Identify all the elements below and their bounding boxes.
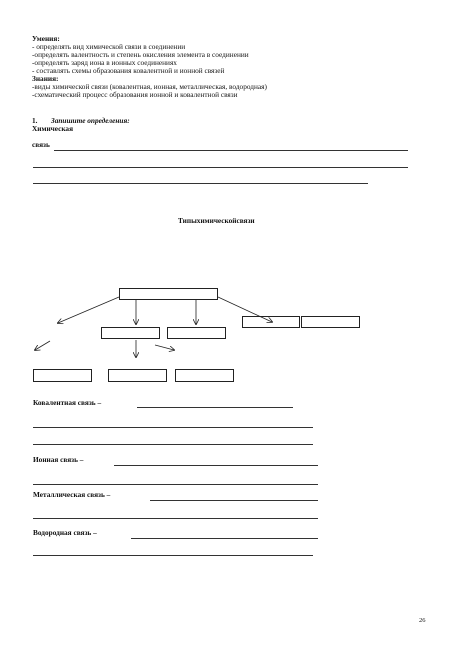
knowledge-item: -виды химической связи (ковалентная, ионная, металлическая, водородная) — [32, 82, 267, 91]
answer-line[interactable] — [114, 465, 318, 466]
term-label: связь — [32, 140, 50, 149]
answer-line[interactable] — [33, 427, 313, 428]
knowledge-item: -схематический процесс образования ионной и ковалентной связи — [32, 90, 238, 99]
answer-line[interactable] — [33, 484, 318, 485]
definition-term: Ионная связь – — [33, 455, 84, 464]
definition-term: Металлическая связь – — [33, 490, 111, 499]
page-number: 26 — [419, 617, 426, 624]
skills-heading: Умения: — [32, 34, 60, 43]
definition-term: Водородная связь – — [33, 528, 97, 537]
arrow — [218, 297, 272, 322]
answer-line[interactable] — [137, 407, 293, 408]
skills-item: -определять заряд иона в ионных соединениях — [32, 58, 177, 67]
answer-line[interactable] — [131, 538, 318, 539]
answer-line[interactable] — [33, 444, 313, 445]
answer-line[interactable] — [33, 555, 313, 556]
definition-term: Ковалентная связь – — [33, 398, 102, 407]
answer-line[interactable] — [150, 500, 318, 501]
arrow — [35, 341, 50, 350]
arrow — [58, 297, 119, 323]
term-label: Химическая — [32, 124, 74, 133]
task-number: 1. — [32, 116, 38, 125]
task-title: Запишите определения: — [51, 116, 130, 125]
skills-item: - определять вид химической связи в соединении — [32, 42, 186, 51]
answer-line[interactable] — [33, 518, 318, 519]
arrow — [155, 345, 174, 350]
diagram-title: Типыхимическойсвязи — [178, 216, 255, 225]
skills-item: - составлять схемы образования ковалентной и ионной связей — [32, 66, 225, 75]
knowledge-heading: Знания: — [32, 74, 59, 83]
skills-item: -определять валентность и степень окисления элемента в соединении — [32, 50, 249, 59]
